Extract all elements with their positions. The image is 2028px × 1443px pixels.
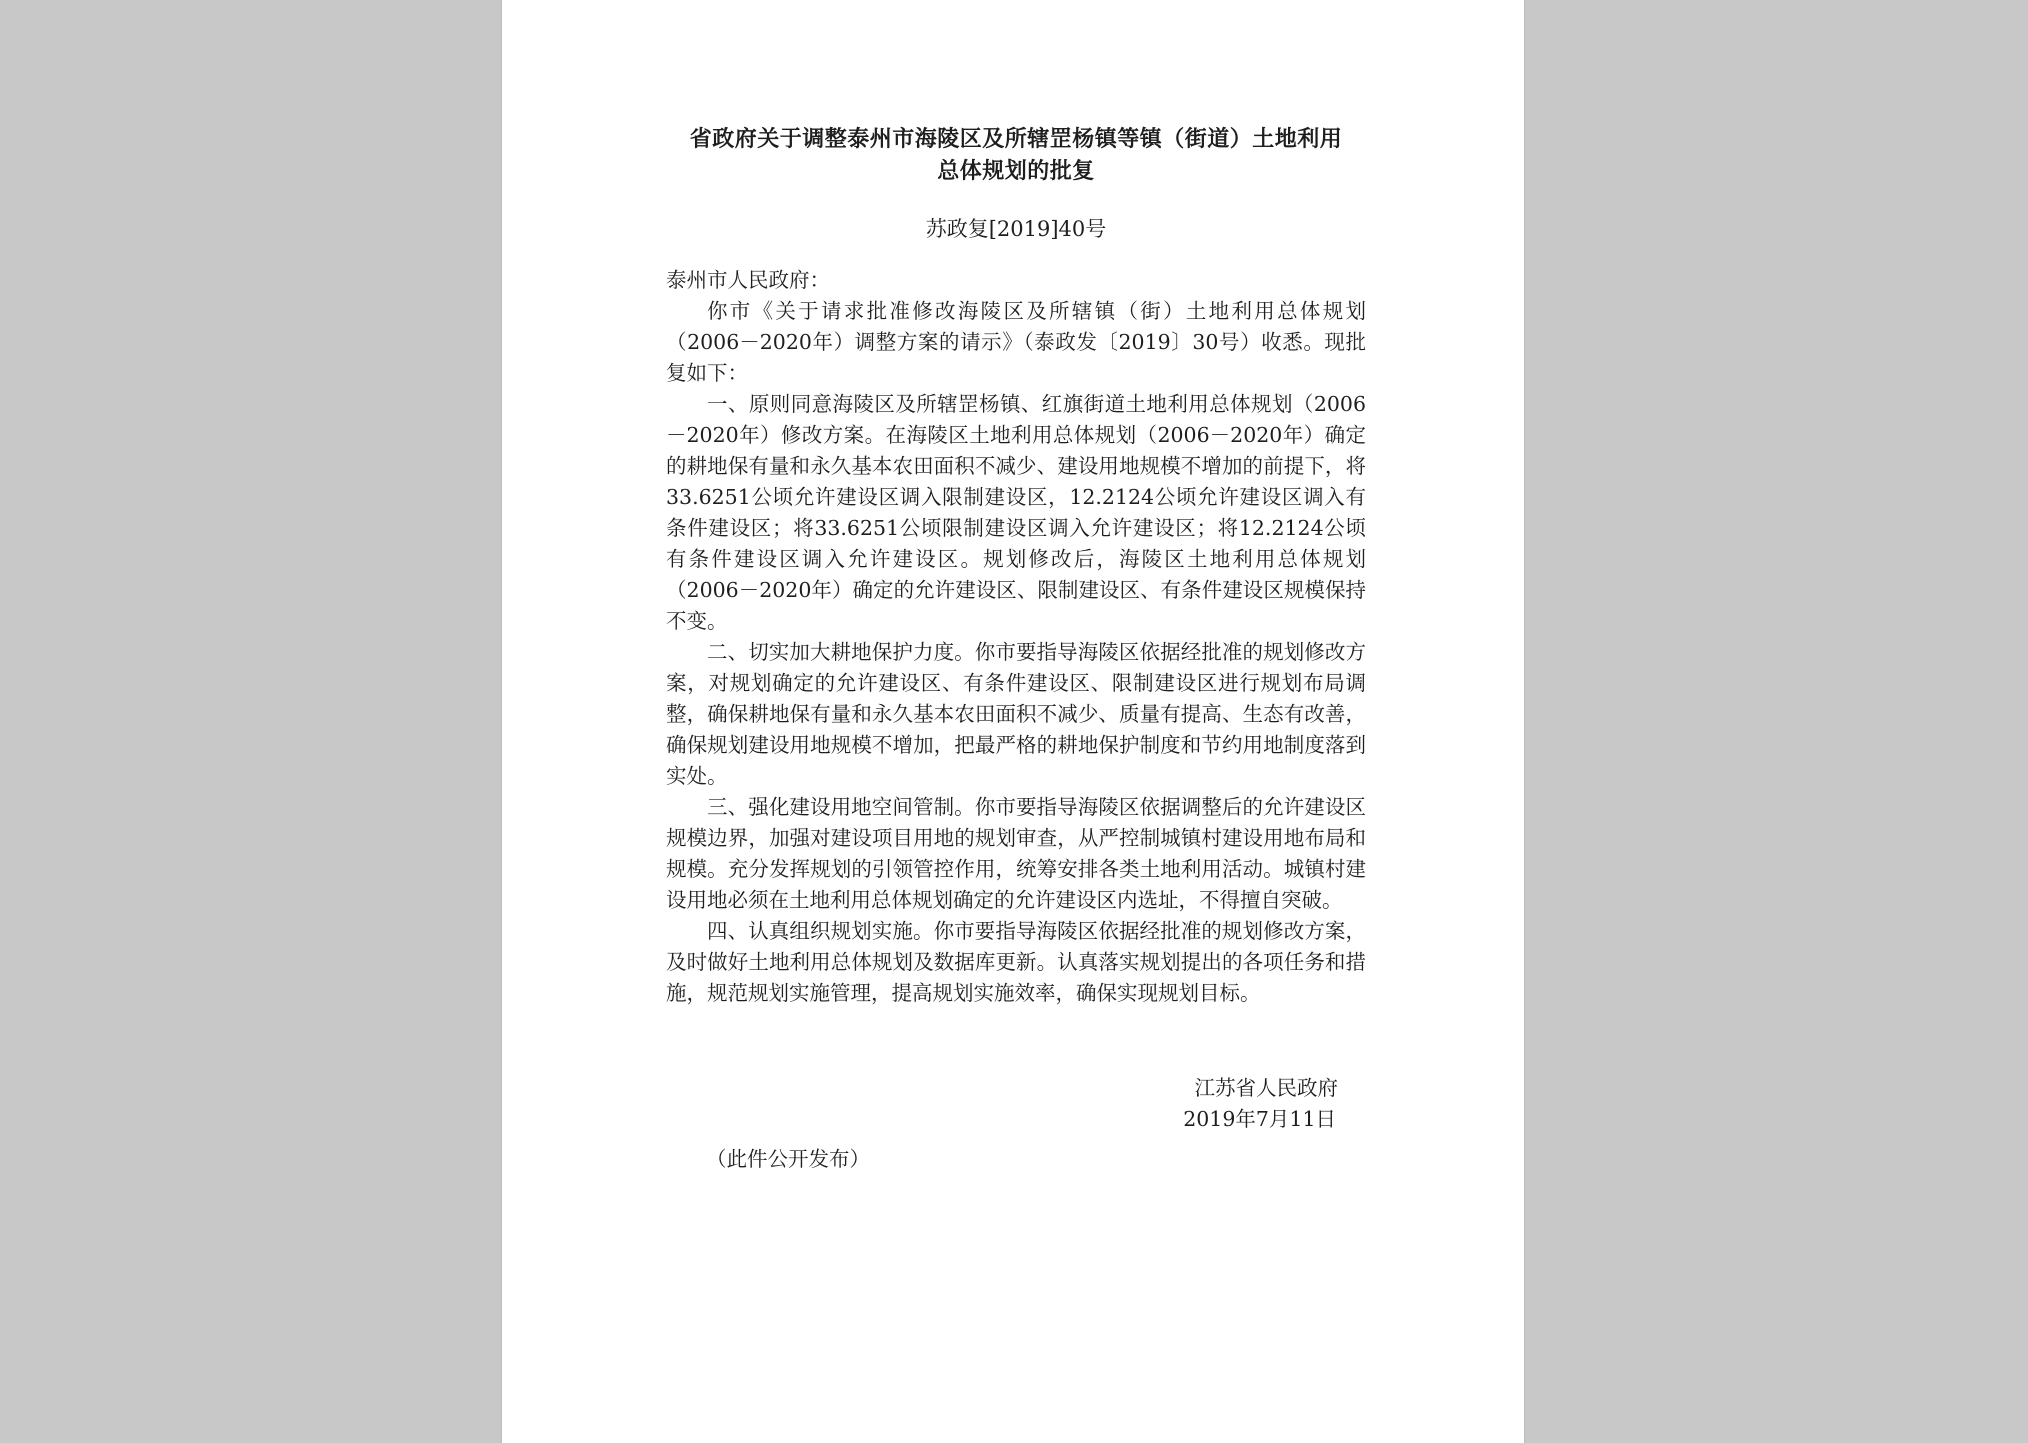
paragraph-item-1: 一、原则同意海陵区及所辖罡杨镇、红旗街道土地利用总体规划（2006－2020年）修改方案。在海陵区土地利用总体规划（2006－2020年）确定的耕地保有量和永久基本农田面积不减少、建设用地规模不增加的前提下，将33.6251公顷允许建设区调入限制建设区，12.2124公顷允许建设区调入有条件建设区；将33.6251公顷限制建设区调入允许建设区；将12.2124公顷有条件建设区调入允许建设区。规划修改后，海陵区土地利用总体规划（2006－2020年）确定的允许建设区、限制建设区、有条件建设区规模保持不变。 [666,392,1366,633]
document-number: 苏政复[2019]40号 [925,217,1107,241]
document-body [666,265,1366,1009]
title-line-1: 省政府关于调整泰州市海陵区及所辖罡杨镇等镇（街道）土地利用 [689,127,1343,152]
signature-date: 2019年7月11日 [1183,1107,1336,1131]
paragraph-intro: 你市《关于请求批准修改海陵区及所辖镇（街）土地利用总体规划（2006－2020年）调整方案的请示》（泰政发〔2019〕30号）收悉。现批复如下： [666,299,1366,385]
paragraph-item-4: 四、认真组织规划实施。你市要指导海陵区依据经批准的规划修改方案，及时做好土地利用总体规划及数据库更新。认真落实规划提出的各项任务和措施，规范规划实施管理，提高规划实施效率，确保实现规划目标。 [666,919,1366,1005]
signature-organization: 江苏省人民政府 [1194,1076,1338,1100]
document-title [666,124,1366,188]
paragraph-item-3: 三、强化建设用地空间管制。你市要指导海陵区依据调整后的允许建设区规模边界，加强对建设项目用地的规划审查，从严控制城镇村建设用地布局和规模。充分发挥规划的引领管控作用，统筹安排各类土地利用活动。城镇村建设用地必须在土地利用总体规划确定的允许建设区内选址，不得擅自突破。 [666,795,1366,912]
document-content [666,124,1366,1175]
paragraph-item-2: 二、切实加大耕地保护力度。你市要指导海陵区依据经批准的规划修改方案，对规划确定的允许建设区、有条件建设区、限制建设区进行规划布局调整，确保耕地保有量和永久基本农田面积不减少、质量有提高、生态有改善，确保规划建设用地规模不增加，把最严格的耕地保护制度和节约用地制度落到实处。 [666,640,1366,788]
salutation: 泰州市人民政府： [666,268,830,292]
document-page [502,0,1524,1443]
signature-block [666,1073,1366,1135]
publish-note: （此件公开发布） [706,1147,870,1171]
title-line-2: 总体规划的批复 [937,159,1095,184]
